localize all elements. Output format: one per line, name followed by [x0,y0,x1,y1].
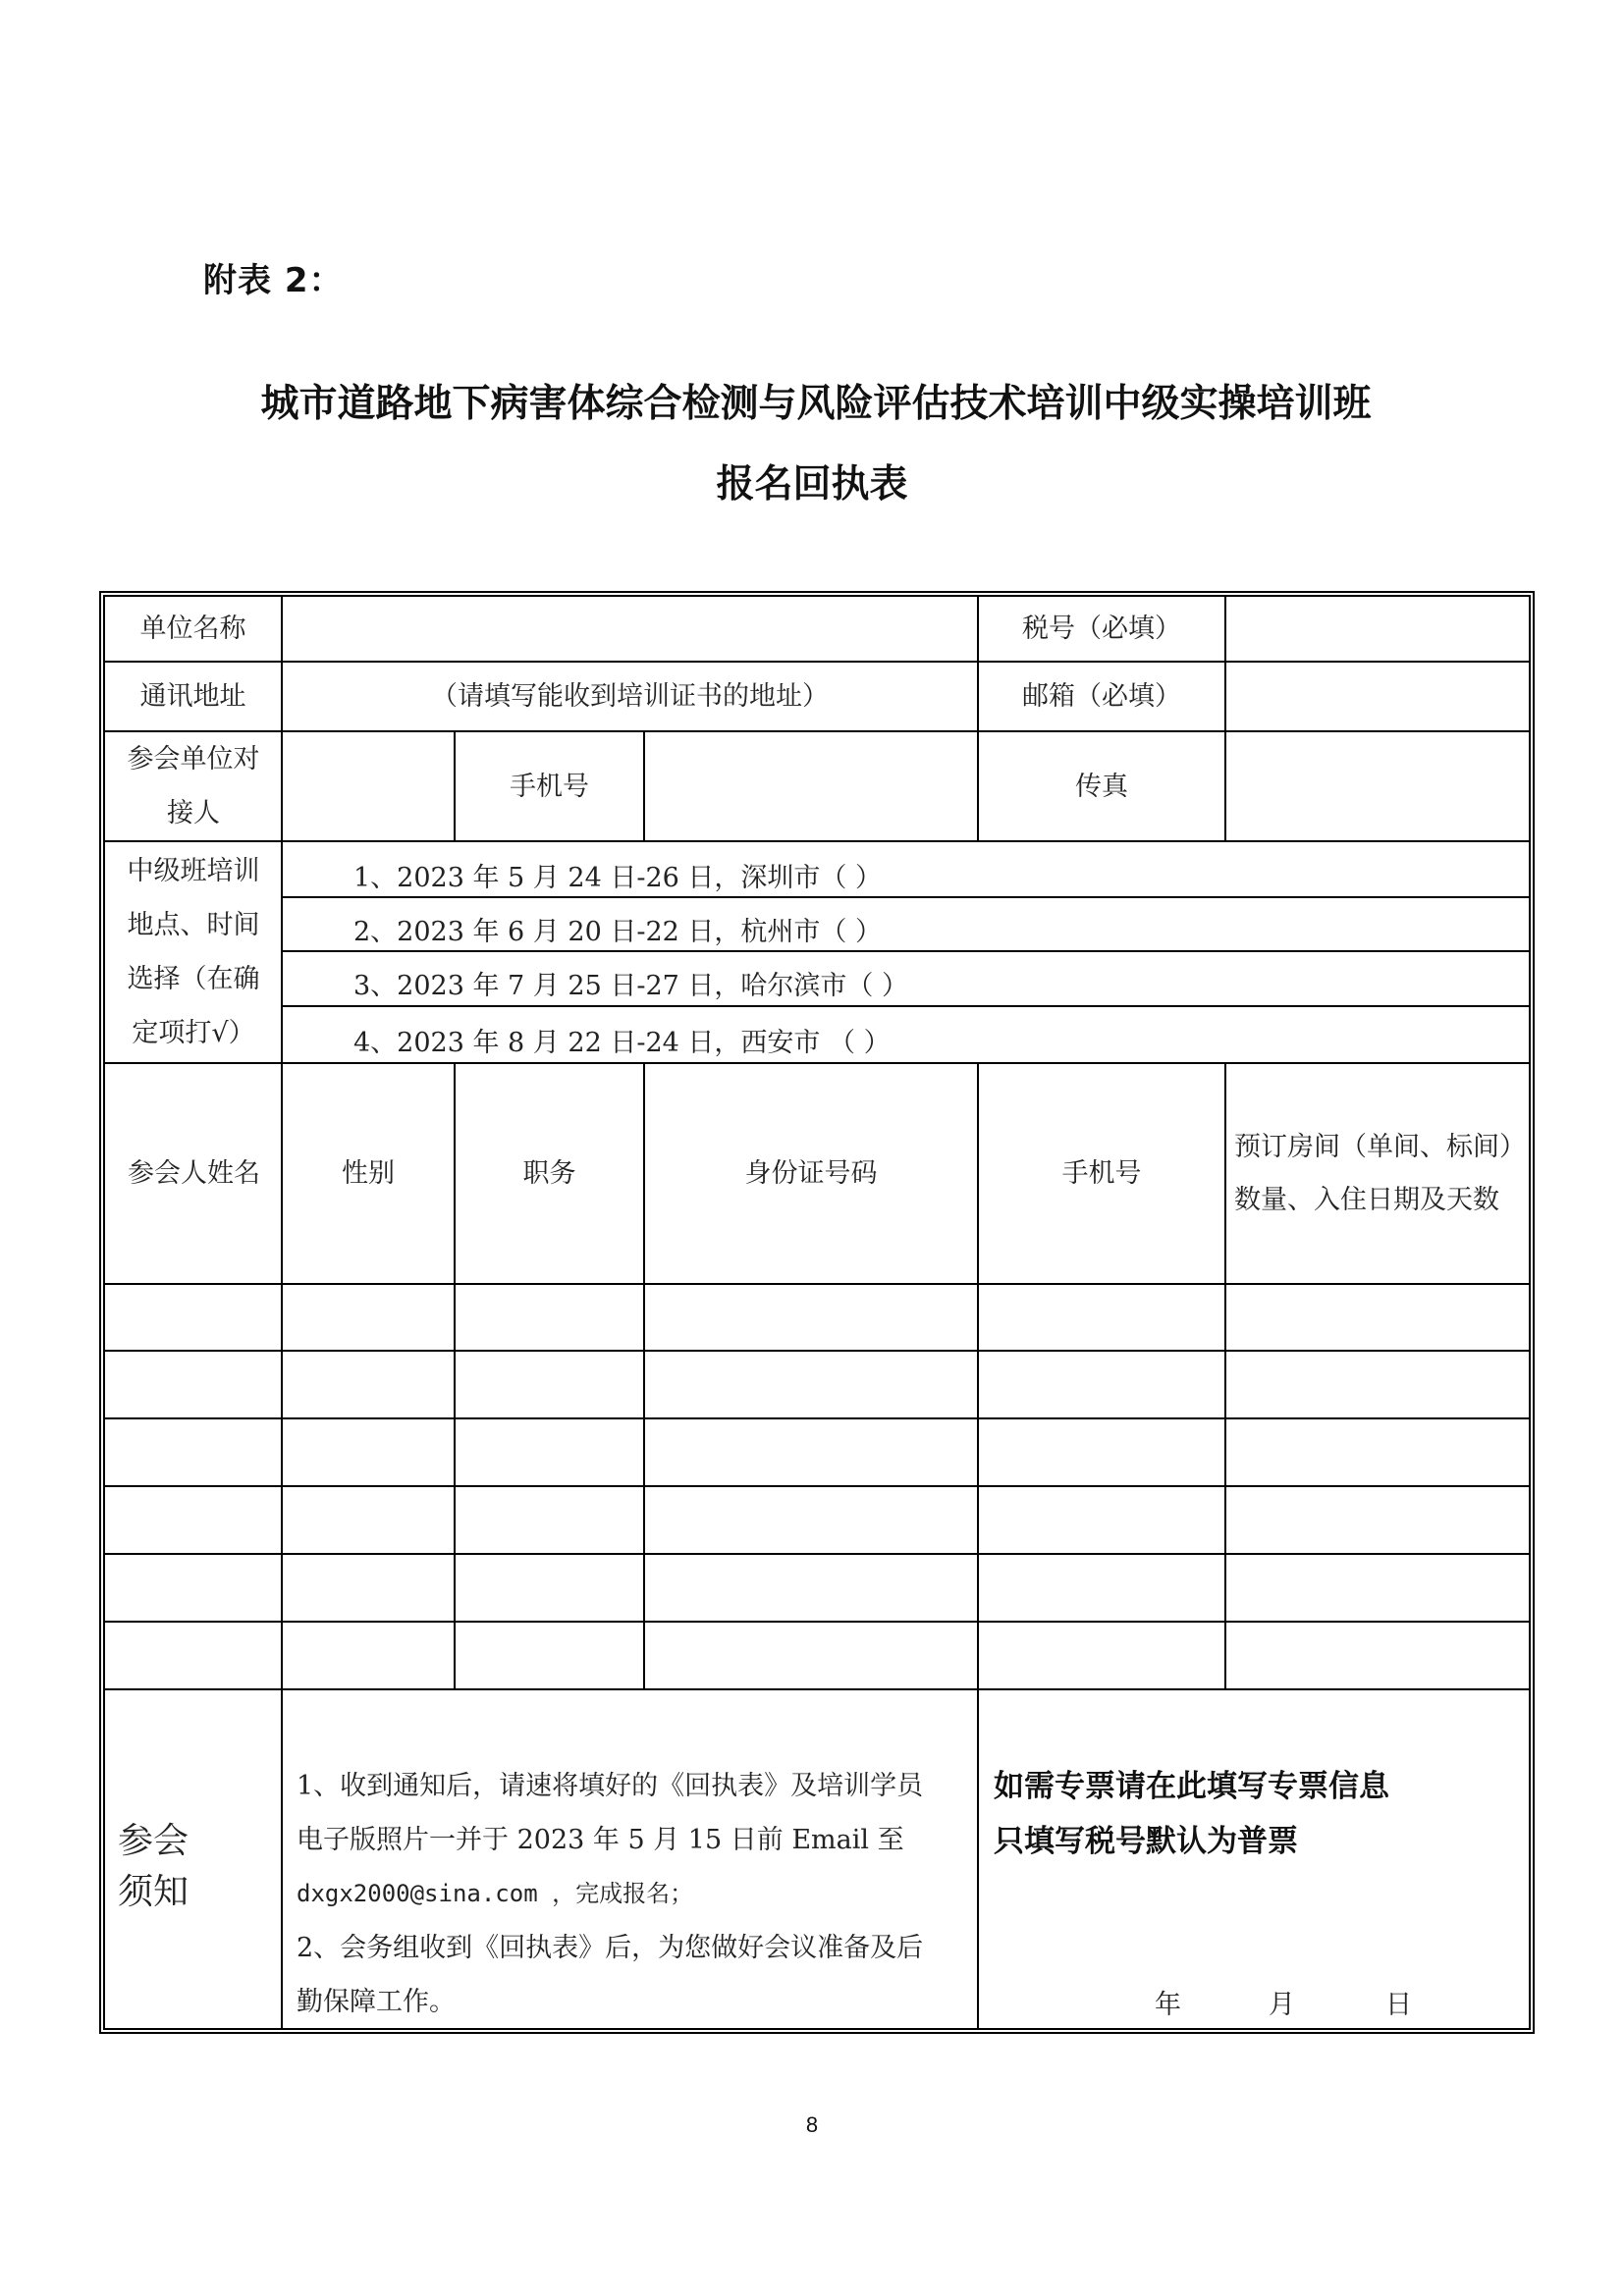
table-row[interactable] [105,1352,1529,1417]
row-divider [103,840,1531,842]
header-attendee-name: 参会人姓名 [128,1158,260,1189]
schedule-option-xian[interactable]: 4、2023 年 8 月 22 日-24 日，西安市 （ ） [353,1028,891,1058]
notice-line-5: 勤保障工作。 [297,1987,456,2017]
table-row[interactable] [105,1555,1529,1621]
tax-number-field[interactable] [1226,597,1529,661]
option-divider [282,1005,1531,1007]
schedule-label: 中级班培训地点、时间选择（在确定项打√） [127,856,260,1048]
unit-name-field[interactable] [283,597,977,661]
address-field[interactable]: （请填写能收到培训证书的地址） [431,681,829,712]
schedule-option-hangzhou[interactable]: 2、2023 年 6 月 20 日-22 日，杭州市（ ） [353,917,882,947]
table-row[interactable] [105,1285,1529,1350]
date-month-label: 月 [1269,1990,1295,2020]
tax-number-label: 税号（必填） [1022,614,1181,644]
inner-border-right [1529,595,1531,2030]
contact-phone-field[interactable] [645,732,977,840]
schedule-option-shenzhen[interactable]: 1、2023 年 5 月 24 日-26 日，深圳市（ ） [353,863,882,893]
header-mobile: 手机号 [1061,1158,1142,1189]
unit-name-label: 单位名称 [139,614,246,644]
header-position: 职务 [522,1158,576,1189]
page-number: 8 [805,2112,819,2137]
table-row[interactable] [105,1419,1529,1485]
fax-field[interactable] [1226,732,1529,840]
header-room-booking: 预订房间（单间、标间）数量、入住日期及天数 [1234,1131,1526,1215]
header-id-number: 身份证号码 [744,1158,878,1189]
invoice-note-2: 只填写税号默认为普票 [994,1824,1298,1859]
invoice-field[interactable] [979,1870,1529,1968]
notice-line-4: 2、会务组收到《回执表》后，为您做好会议准备及后 [297,1933,924,1963]
fax-label: 传真 [1075,771,1128,802]
appendix-label: 附表 2： [203,261,344,300]
option-divider [282,896,1531,898]
date-year-label: 年 [1155,1990,1181,2020]
email-label: 邮箱（必填） [1022,681,1181,712]
option-divider [282,950,1531,952]
table-row[interactable] [105,1487,1529,1553]
invoice-note-1: 如需专票请在此填写专票信息 [994,1769,1389,1804]
contact-phone-label: 手机号 [510,771,589,802]
document-title: 城市道路地下病害体综合检测与风险评估技术培训中级实操培训班 [260,382,1372,426]
date-day-label: 日 [1385,1990,1412,2020]
notice-line-2: 电子版照片一并于 2023 年 5 月 15 日前 Email 至 [297,1825,904,1855]
row-divider [103,1688,1531,1690]
document-subtitle: 报名回执表 [716,462,908,507]
notice-line-1: 1、收到通知后，请速将填好的《回执表》及培训学员 [297,1771,924,1801]
address-label: 通讯地址 [139,681,246,712]
contact-person-field[interactable] [283,732,454,840]
notice-line-3: dxgx2000@sina.com ，完成报名； [297,1880,694,1907]
table-row[interactable] [105,1623,1529,1688]
schedule-option-harbin[interactable]: 3、2023 年 7 月 25 日-27 日，哈尔滨市（ ） [353,971,908,1001]
header-gender: 性别 [342,1158,395,1189]
contact-person-label: 参会单位对接人 [127,744,260,828]
notice-label: 参会须知 [118,1821,189,1912]
email-field[interactable] [1226,663,1529,730]
